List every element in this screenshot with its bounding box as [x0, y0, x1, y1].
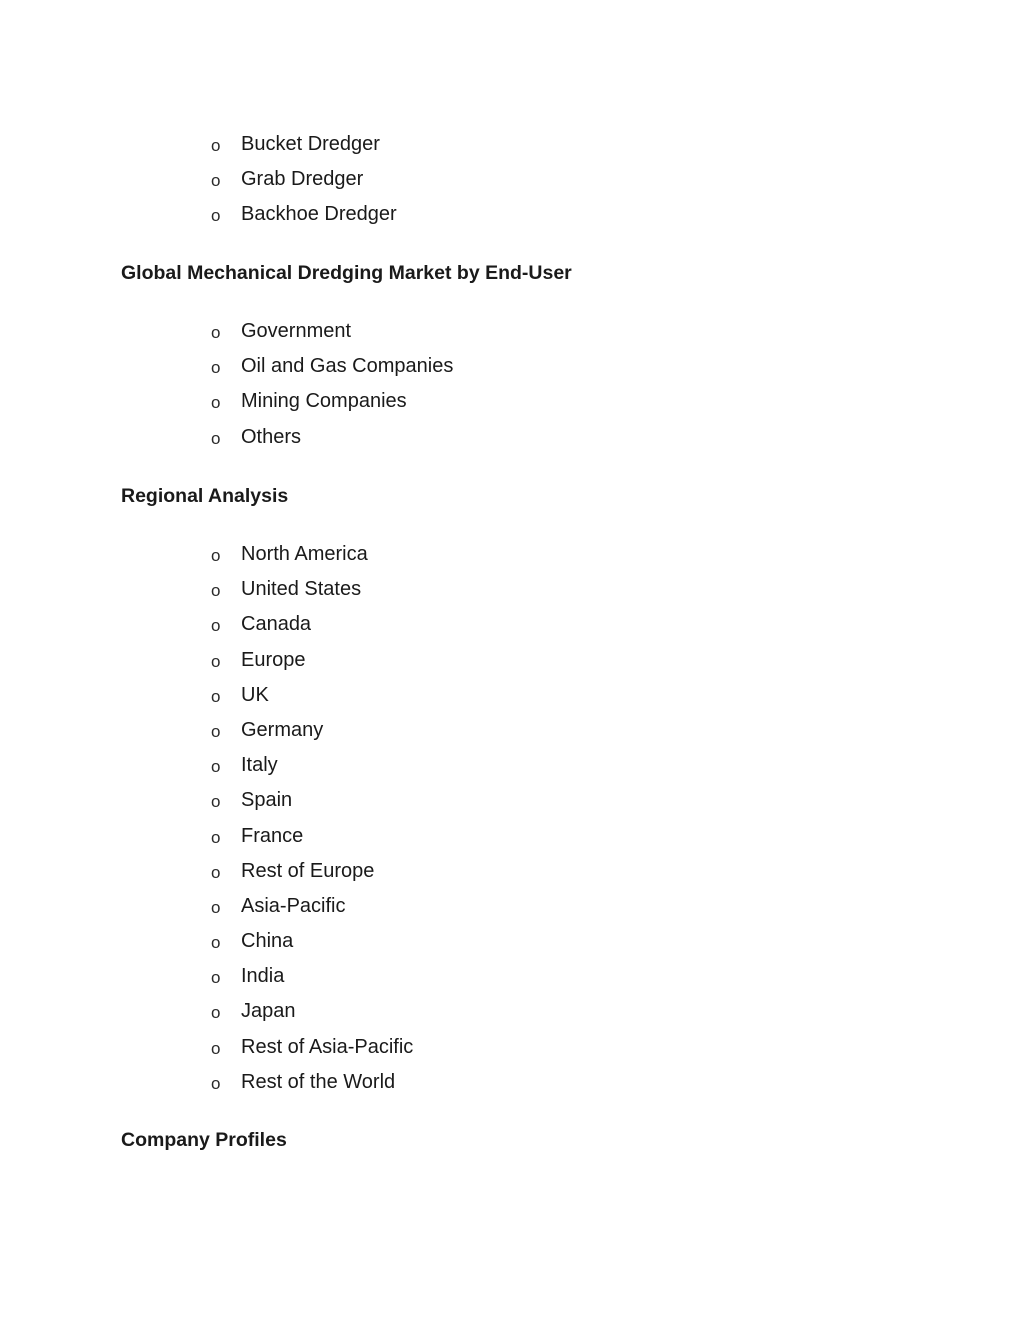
bullet-icon: o	[211, 1038, 221, 1058]
bullet-icon: o	[211, 1073, 221, 1093]
bullet-icon: o	[211, 651, 221, 671]
end-user-heading: Global Mechanical Dredging Market by End-User	[121, 262, 572, 284]
bullet-icon: o	[211, 206, 221, 226]
list-item-label: Italy	[241, 754, 278, 777]
bullet-icon: o	[211, 897, 221, 917]
bullet-icon: o	[211, 827, 221, 847]
list-item-label: India	[241, 965, 285, 988]
bullet-icon: o	[211, 968, 221, 988]
list-item-label: Germany	[241, 718, 324, 741]
list-item-label: Bucket Dredger	[241, 133, 380, 155]
list-item-label: Government	[241, 320, 352, 342]
list-item-label: Rest of Europe	[241, 859, 375, 882]
list-item-label: United States	[241, 578, 362, 601]
list-item-label: Europe	[241, 648, 306, 671]
company-profiles-heading: Company Profiles	[121, 1129, 287, 1151]
list-item-label: Grab Dredger	[241, 168, 364, 191]
list-item-label: Rest of Asia-Pacific	[241, 1035, 414, 1058]
list-item-label: UK	[241, 683, 269, 706]
list-item-label: France	[241, 824, 304, 847]
bullet-icon: o	[211, 686, 221, 706]
bullet-icon: o	[211, 862, 221, 882]
bullet-icon: o	[211, 546, 221, 565]
bullet-icon: o	[211, 171, 221, 191]
bullet-icon: o	[211, 616, 221, 636]
bullet-icon: o	[211, 721, 221, 741]
regional-analysis-heading: Regional Analysis	[121, 485, 289, 507]
list-item-label: Spain	[241, 789, 293, 812]
bullet-icon: o	[211, 323, 221, 342]
list-item-label: Japan	[241, 1000, 296, 1023]
bullet-icon: o	[211, 1003, 221, 1023]
bullet-icon: o	[211, 933, 221, 953]
list-item-label: North America	[241, 543, 368, 565]
bullet-icon: o	[211, 358, 221, 378]
list-item-label: Mining Companies	[241, 390, 407, 413]
list-item-label: Backhoe Dredger	[241, 203, 397, 226]
list-item-label: Asia-Pacific	[241, 894, 346, 917]
bullet-icon: o	[211, 393, 221, 413]
bullet-icon: o	[211, 136, 221, 155]
list-item-label: Canada	[241, 613, 312, 636]
list-item-label: Others	[241, 425, 302, 448]
list-item-label: Oil and Gas Companies	[241, 355, 454, 378]
list-item-label: Rest of the World	[241, 1070, 396, 1093]
bullet-icon: o	[211, 581, 221, 601]
bullet-icon: o	[211, 428, 221, 448]
bullet-icon: o	[211, 792, 221, 812]
list-item-label: China	[241, 930, 294, 953]
bullet-icon: o	[211, 757, 221, 777]
